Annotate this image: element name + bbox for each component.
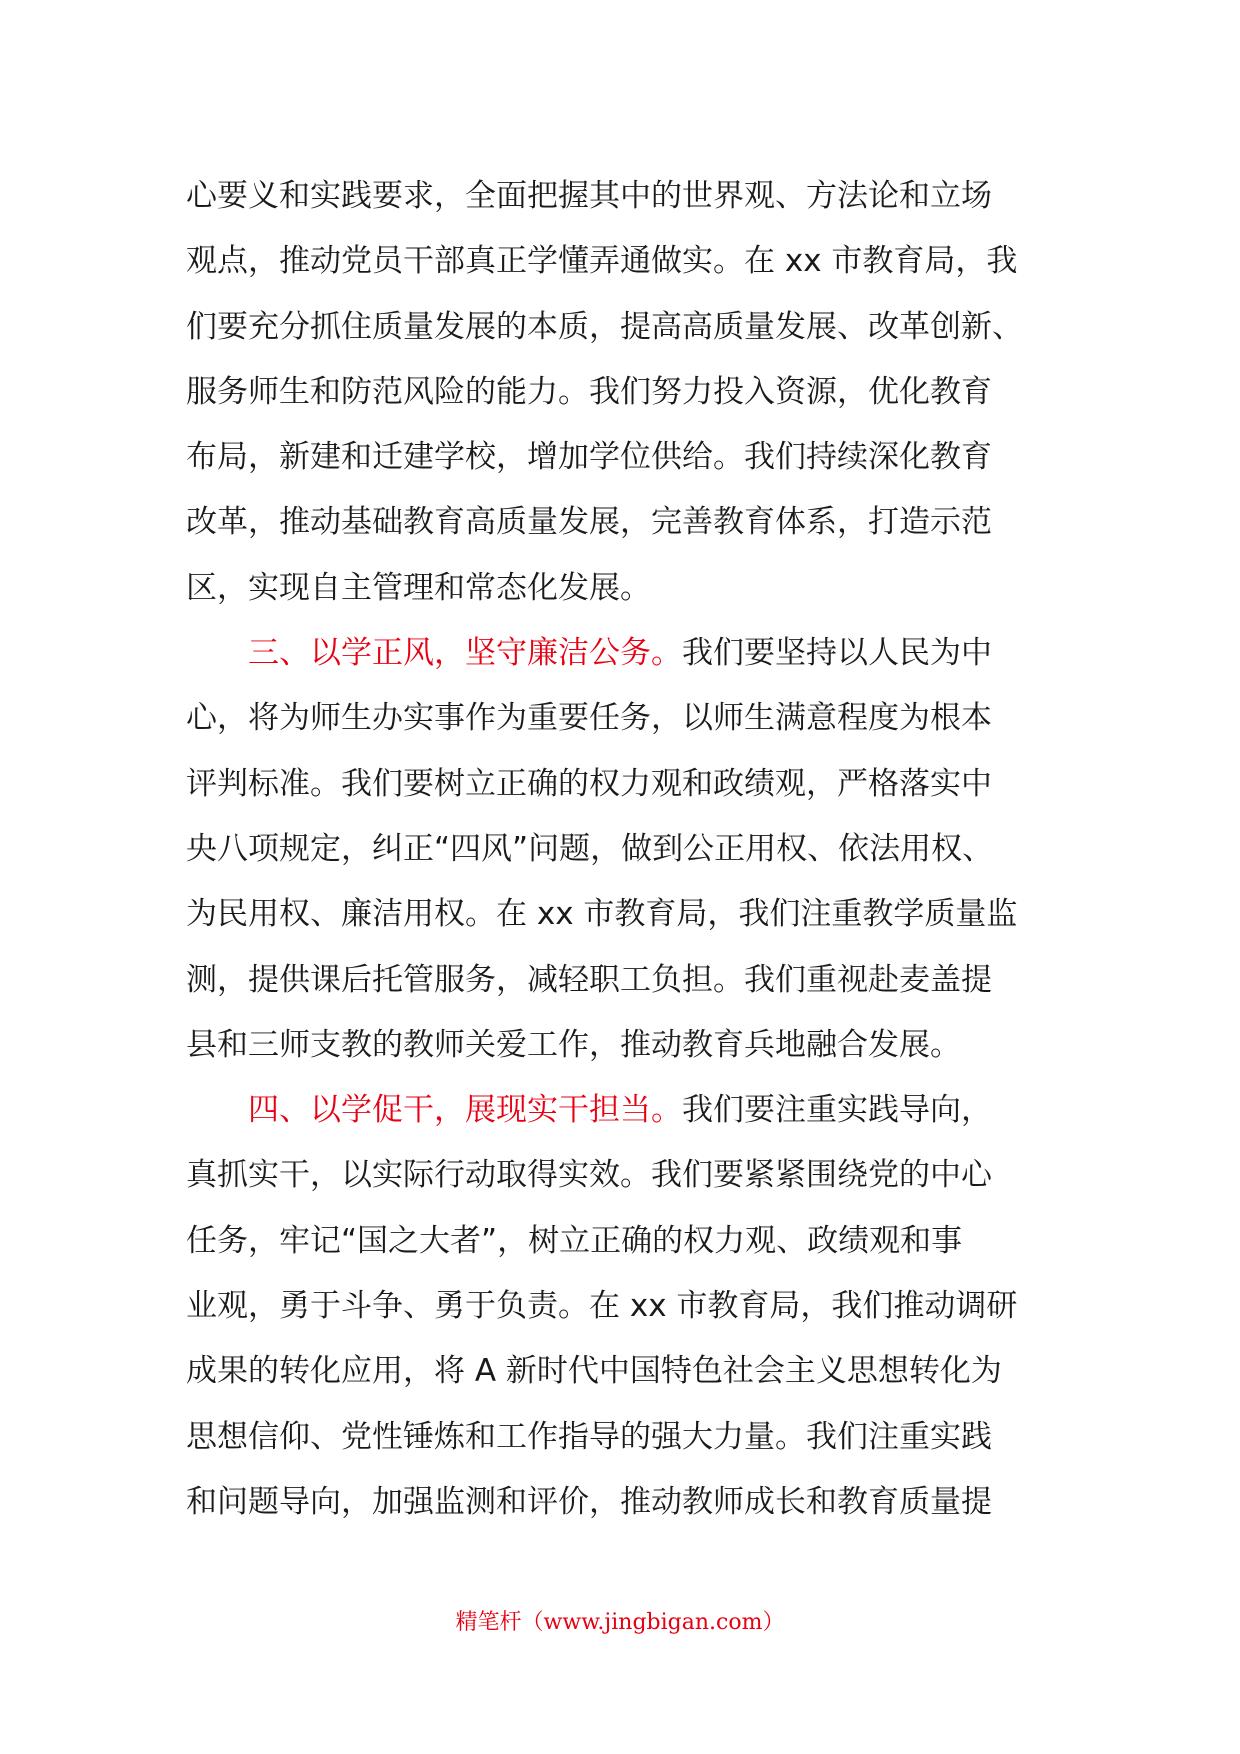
text-line: 服务师生和防范风险的能力。我们努力投入资源，优化教育 <box>186 373 992 410</box>
text-line: 任务，牢记“国之大者”，树立正确的权力观、政绩观和事 <box>186 1222 963 1259</box>
text-line: 县和三师支教的教师关爱工作，推动教育兵地融合发展。 <box>186 1026 961 1063</box>
text-span: 我们要坚持以人民为中 <box>682 635 992 672</box>
text-line: 布局，新建和迁建学校，增加学位供给。我们持续深化教育 <box>186 439 992 476</box>
text-line: 为民用权、廉洁用权。在 xx 市教育局，我们注重教学质量监 <box>186 896 1018 933</box>
text-span: 我们要注重实践导向， <box>682 1092 992 1129</box>
section-heading-three: 三、以学正风，坚守廉洁公务。 <box>248 635 682 672</box>
text-line: 心要义和实践要求，全面把握其中的世界观、方法论和立场 <box>186 178 992 214</box>
text-line: 观点，推动党员干部真正学懂弄通做实。在 xx 市教育局，我 <box>186 243 1018 280</box>
document-body <box>186 164 1054 1535</box>
text-line: 思想信仰、党性锤炼和工作指导的强大力量。我们注重实践 <box>186 1418 992 1455</box>
text-line: 改革，推动基础教育高质量发展，完善教育体系，打造示范 <box>186 504 992 541</box>
text-line: 测，提供课后托管服务，减轻职工负担。我们重视赴麦盖提 <box>186 961 992 998</box>
section-three-line <box>186 621 1054 686</box>
text-line: 心，将为师生办实事作为重要任务，以师生满意程度为根本 <box>186 700 992 737</box>
text-line: 央八项规定，纠正“四风”问题，做到公正用权、依法用权、 <box>186 830 994 867</box>
section-heading-four: 四、以学促干，展现实干担当。 <box>248 1092 682 1129</box>
section-four-line <box>186 1078 1054 1143</box>
text-line: 区，实现自主管理和常态化发展。 <box>186 569 651 606</box>
text-line: 真抓实干，以实际行动取得实效。我们要紧紧围绕党的中心 <box>186 1157 992 1194</box>
text-line: 和问题导向，加强监测和评价，推动教师成长和教育质量提 <box>186 1483 992 1520</box>
text-line: 们要充分抓住质量发展的本质，提高高质量发展、改革创新、 <box>186 308 1023 345</box>
text-line: 业观，勇于斗争、勇于负责。在 xx 市教育局，我们推动调研 <box>186 1288 1018 1325</box>
text-line: 成果的转化应用，将 A 新时代中国特色社会主义思想转化为 <box>186 1353 1002 1390</box>
text-line: 评判标准。我们要树立正确的权力观和政绩观，严格落实中 <box>186 765 992 802</box>
page-footer-watermark: 精笔杆（www.jingbigan.com） <box>455 1610 785 1635</box>
